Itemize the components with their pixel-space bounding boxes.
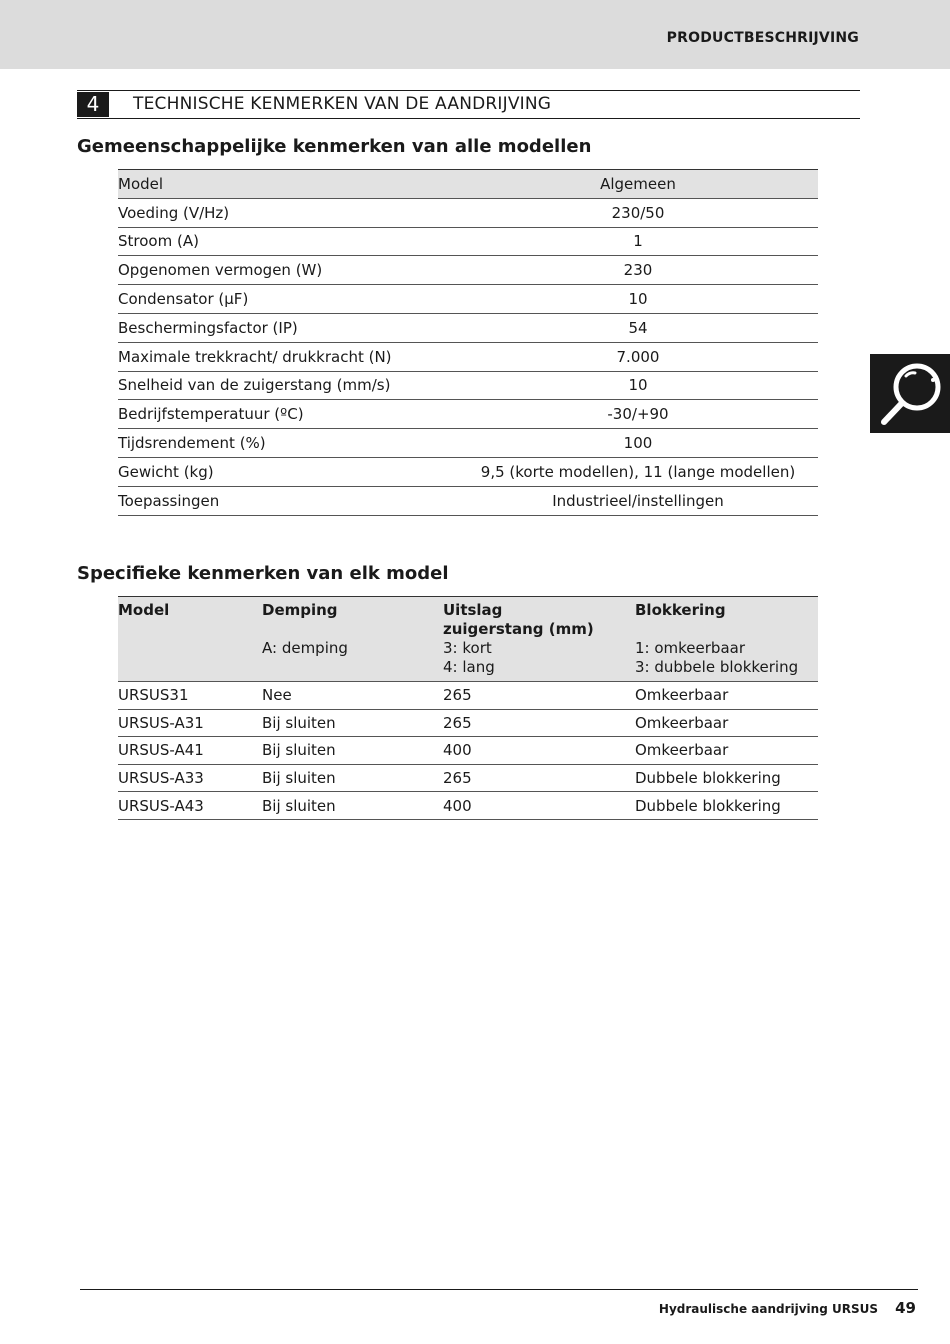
table-row	[118, 313, 818, 342]
spec-value: 230	[458, 256, 818, 285]
column-title-line2: zuigerstang (mm)	[443, 620, 594, 638]
locking-cell: Omkeerbaar	[635, 737, 818, 765]
specific-heading: Specifieke kenmerken van elk model	[77, 563, 449, 584]
spec-value: -30/+90	[458, 400, 818, 429]
table-row	[118, 457, 818, 486]
section-heading	[77, 90, 860, 119]
spec-value: 100	[458, 429, 818, 458]
spec-value: 10	[458, 285, 818, 314]
table-row	[118, 792, 818, 820]
column-note: 4: lang	[443, 658, 495, 676]
spec-label: Toepassingen	[118, 486, 458, 515]
table-row	[118, 486, 818, 515]
column-note	[635, 620, 818, 639]
spec-value: 230/50	[458, 198, 818, 227]
stroke-cell: 400	[443, 792, 635, 820]
table-row	[118, 342, 818, 371]
column-header: Model	[118, 170, 458, 199]
damping-cell: Bij sluiten	[262, 709, 443, 737]
model-cell: URSUS-A41	[118, 737, 262, 765]
section-title: TECHNISCHE KENMERKEN VAN DE AANDRIJVING	[133, 94, 552, 114]
common-specs-table	[118, 169, 818, 516]
model-cell: URSUS-A31	[118, 709, 262, 737]
spec-value: Industrieel/instellingen	[458, 486, 818, 515]
section-number: 4	[77, 92, 109, 117]
spec-label: Tijdsrendement (%)	[118, 429, 458, 458]
damping-cell: Nee	[262, 682, 443, 710]
spec-label: Beschermingsfactor (IP)	[118, 313, 458, 342]
table-row	[118, 709, 818, 737]
column-title: Demping	[262, 601, 338, 619]
damping-cell: Bij sluiten	[262, 737, 443, 765]
column-note: 3: kort	[443, 639, 492, 657]
stroke-cell: 265	[443, 682, 635, 710]
magnifier-icon	[870, 354, 950, 433]
damping-cell: Bij sluiten	[262, 792, 443, 820]
table-row	[118, 400, 818, 429]
damping-cell: Bij sluiten	[262, 764, 443, 792]
locking-cell: Dubbele blokkering	[635, 792, 818, 820]
column-header	[262, 597, 443, 682]
locking-cell: Omkeerbaar	[635, 709, 818, 737]
model-cell: URSUS31	[118, 682, 262, 710]
spec-value: 9,5 (korte modellen), 11 (lange modellen)	[458, 457, 818, 486]
table-row	[118, 198, 818, 227]
spec-value: 7.000	[458, 342, 818, 371]
table-row	[118, 429, 818, 458]
model-cell: URSUS-A33	[118, 764, 262, 792]
table-header-row	[118, 597, 818, 682]
column-header	[635, 597, 818, 682]
table-row	[118, 227, 818, 256]
locking-cell: Dubbele blokkering	[635, 764, 818, 792]
section-tab	[870, 354, 950, 433]
table-row	[118, 285, 818, 314]
spec-label: Snelheid van de zuigerstang (mm/s)	[118, 371, 458, 400]
column-title: Model	[118, 601, 170, 619]
table-row	[118, 371, 818, 400]
column-title: Blokkering	[635, 601, 726, 619]
stroke-cell: 265	[443, 709, 635, 737]
spec-label: Maximale trekkracht/ drukkracht (N)	[118, 342, 458, 371]
spec-value: 10	[458, 371, 818, 400]
spec-label: Opgenomen vermogen (W)	[118, 256, 458, 285]
table-row	[118, 764, 818, 792]
column-header: Algemeen	[458, 170, 818, 199]
spec-value: 54	[458, 313, 818, 342]
footer-rule	[80, 1289, 918, 1290]
column-note	[262, 620, 443, 639]
spec-value: 1	[458, 227, 818, 256]
locking-cell: Omkeerbaar	[635, 682, 818, 710]
table-row	[118, 737, 818, 765]
column-note: 3: dubbele blokkering	[635, 658, 799, 676]
header-title: PRODUCTBESCHRIJVING	[666, 30, 859, 46]
column-header	[118, 597, 262, 682]
column-header	[443, 597, 635, 682]
table-header-row	[118, 170, 818, 199]
stroke-cell: 400	[443, 737, 635, 765]
spec-label: Stroom (A)	[118, 227, 458, 256]
model-specs-table	[118, 596, 818, 820]
column-title: Uitslag	[443, 601, 503, 619]
spec-label: Condensator (µF)	[118, 285, 458, 314]
stroke-cell: 265	[443, 764, 635, 792]
common-heading: Gemeenschappelijke kenmerken van alle modellen	[77, 136, 592, 157]
table-row	[118, 256, 818, 285]
footer-title: Hydraulische aandrijving URSUS	[658, 1302, 878, 1316]
page-number: 49	[895, 1299, 916, 1317]
spec-label: Voeding (V/Hz)	[118, 198, 458, 227]
column-note: 1: omkeerbaar	[635, 639, 746, 657]
column-note: A: demping	[262, 639, 348, 657]
model-cell: URSUS-A43	[118, 792, 262, 820]
spec-label: Bedrijfstemperatuur (ºC)	[118, 400, 458, 429]
spec-label: Gewicht (kg)	[118, 457, 458, 486]
table-row	[118, 682, 818, 710]
